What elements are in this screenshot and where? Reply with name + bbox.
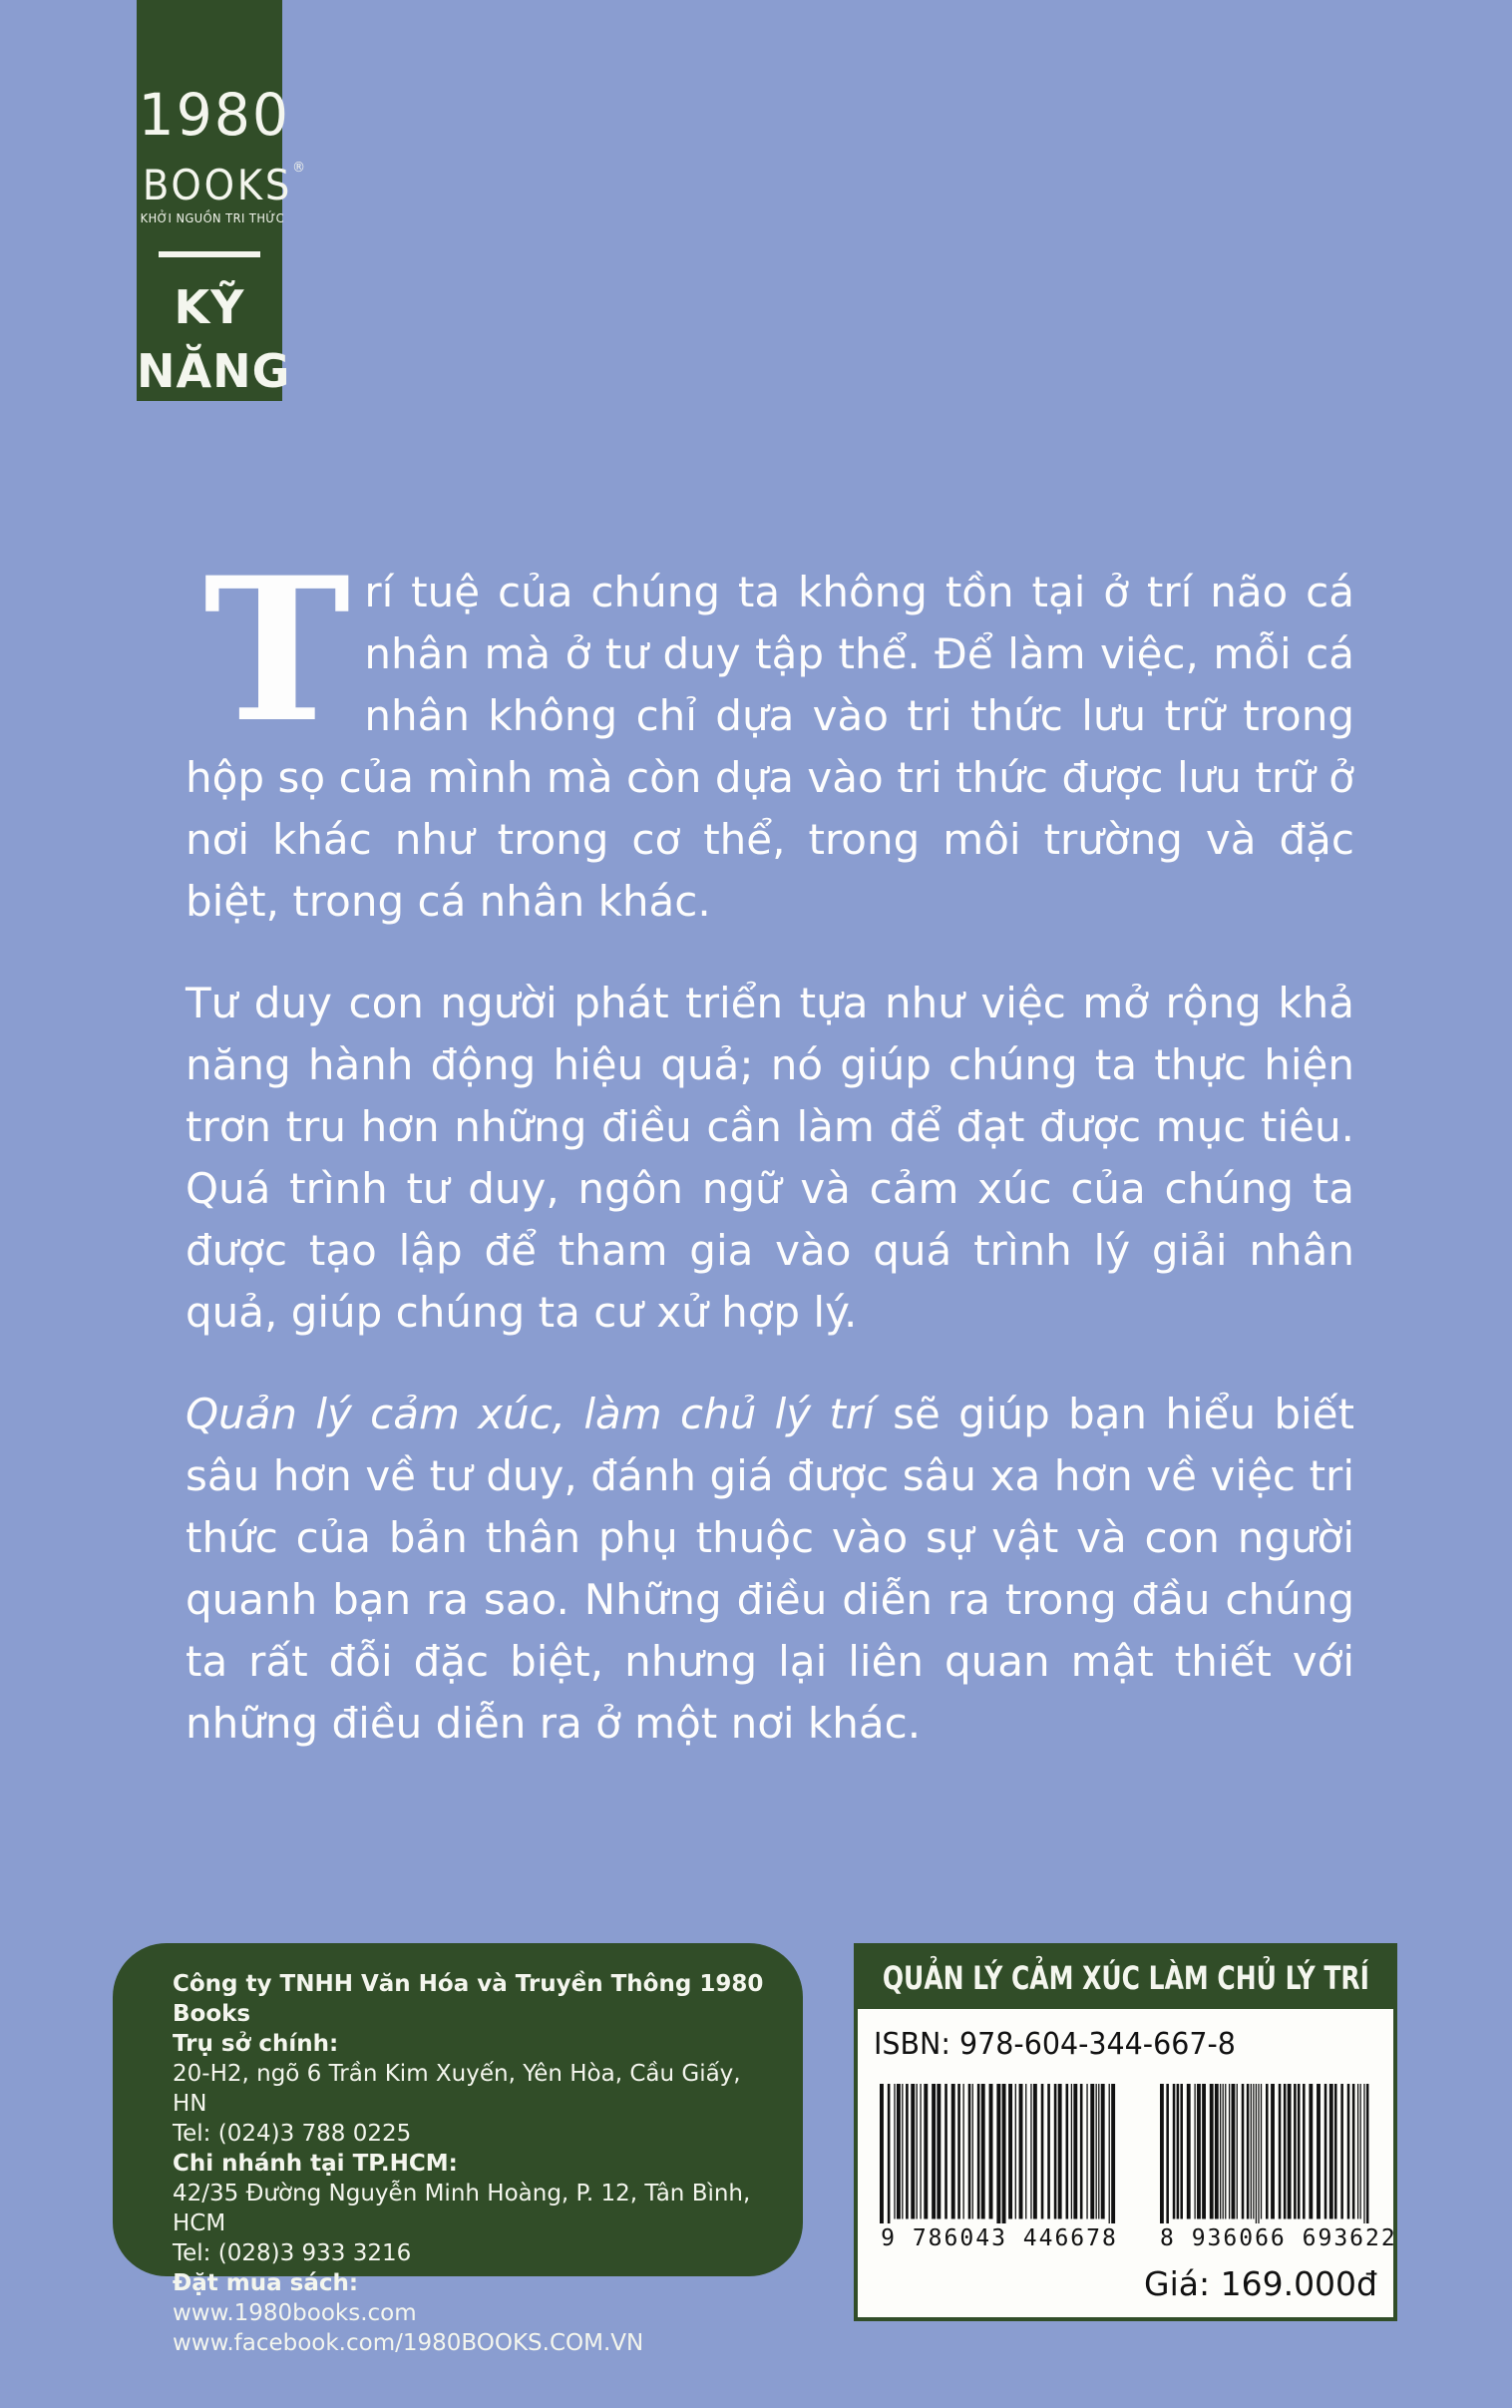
publisher-company: Công ty TNHH Văn Hóa và Truyền Thông 1980 Books [173, 1971, 764, 2027]
ean-barcode-bars [1160, 2084, 1371, 2223]
isbn-barcode [880, 2084, 1119, 2251]
logo-divider [159, 251, 260, 257]
logo-tagline: KHỞI NGUỒN TRI THỨC [140, 211, 285, 225]
book-title-italic: Quản lý cảm xúc, làm chủ lý trí [186, 1390, 875, 1438]
ean-barcode [1160, 2084, 1397, 2251]
price-text: Giá: 169.000đ [1144, 2264, 1377, 2303]
branch-address: 42/35 Đường Nguyễn Minh Hoàng, P. 12, Tân Bình, HCM [173, 2181, 751, 2236]
publisher-logo-box [137, 0, 306, 401]
logo-books-word: BOOKS [142, 161, 293, 209]
barcodes-row [880, 2084, 1397, 2251]
logo-1980-text: 1980 [138, 81, 290, 149]
category-line1: KỸ [174, 280, 245, 334]
hq-label: Trụ sở chính: [173, 2031, 339, 2057]
registered-mark: ® [292, 160, 306, 176]
barcode-title-bar [858, 1947, 1393, 2009]
isbn-text: ISBN: 978-604-344-667-8 [874, 2027, 1236, 2062]
paragraph-3-text: sẽ giúp bạn hiểu biết sâu hơn về tư duy, đánh giá được sâu xa hơn về việc tri thức của bản thân phụ thuộc vào sự vật và con người quanh bạn ra sao. Những điều diễn ra trong đầu chúng ta rất đỗi đặc biệt, nhưng lại liên quan mật thiết với những điều diễn ra ở một nơi khác. [186, 1390, 1355, 1748]
publisher-website: www.1980books.com [173, 2300, 417, 2326]
hq-tel: Tel: (024)3 788 0225 [173, 2121, 412, 2147]
publisher-info-box [113, 1943, 803, 2356]
barcode-panel [854, 1943, 1397, 2321]
drop-cap: T [203, 534, 351, 766]
publisher-facebook: www.facebook.com/1980BOOKS.COM.VN [173, 2330, 644, 2356]
category-line2: NĂNG [137, 344, 291, 398]
blurb-paragraph-2: Tư duy con người phát triển tựa như việc mở rộng khả năng hành động hiệu quả; nó giúp chúng ta thực hiện trơn tru hơn những điều cần làm để đạt được mục tiêu. Quá trình tư duy, ngôn ngữ và cảm xúc của chúng ta được tạo lập để tham gia vào quá trình lý giải nhân quả, giúp chúng ta cư xử hợp lý. [186, 979, 1354, 1337]
blurb-paragraph-1 [186, 534, 1354, 933]
hq-address: 20-H2, ngõ 6 Trần Kim Xuyến, Yên Hòa, Cầu Giấy, HN [173, 2061, 741, 2117]
isbn-barcode-bars [880, 2084, 1119, 2223]
barcode-title: QUẢN LÝ CẢM XÚC LÀM CHỦ LÝ TRÍ [882, 1959, 1369, 1997]
branch-label: Chi nhánh tại TP.HCM: [173, 2151, 458, 2177]
blurb-paragraph-3 [186, 1384, 1354, 1755]
category-badge [137, 275, 291, 403]
order-label: Đặt mua sách: [173, 2270, 359, 2296]
blurb [186, 534, 1355, 1795]
ean-barcode-number: 8 936066 693622 [1160, 2225, 1397, 2251]
isbn-barcode-number: 9 786043 446678 [881, 2225, 1118, 2251]
paragraph-1-text: rí tuệ của chúng ta không tồn tại ở trí não cá nhân mà ở tư duy tập thể. Để làm việc, mỗi cá nhân không chỉ dựa vào tri thức lưu trữ trong hộp sọ của mình mà còn dựa vào tri thức được lưu trữ ở nơi khác như trong cơ thể, trong môi trường và đặc biệt, trong cá nhân khác. [186, 568, 1354, 926]
branch-tel: Tel: (028)3 933 3216 [173, 2240, 412, 2266]
logo-books-text [142, 144, 306, 209]
